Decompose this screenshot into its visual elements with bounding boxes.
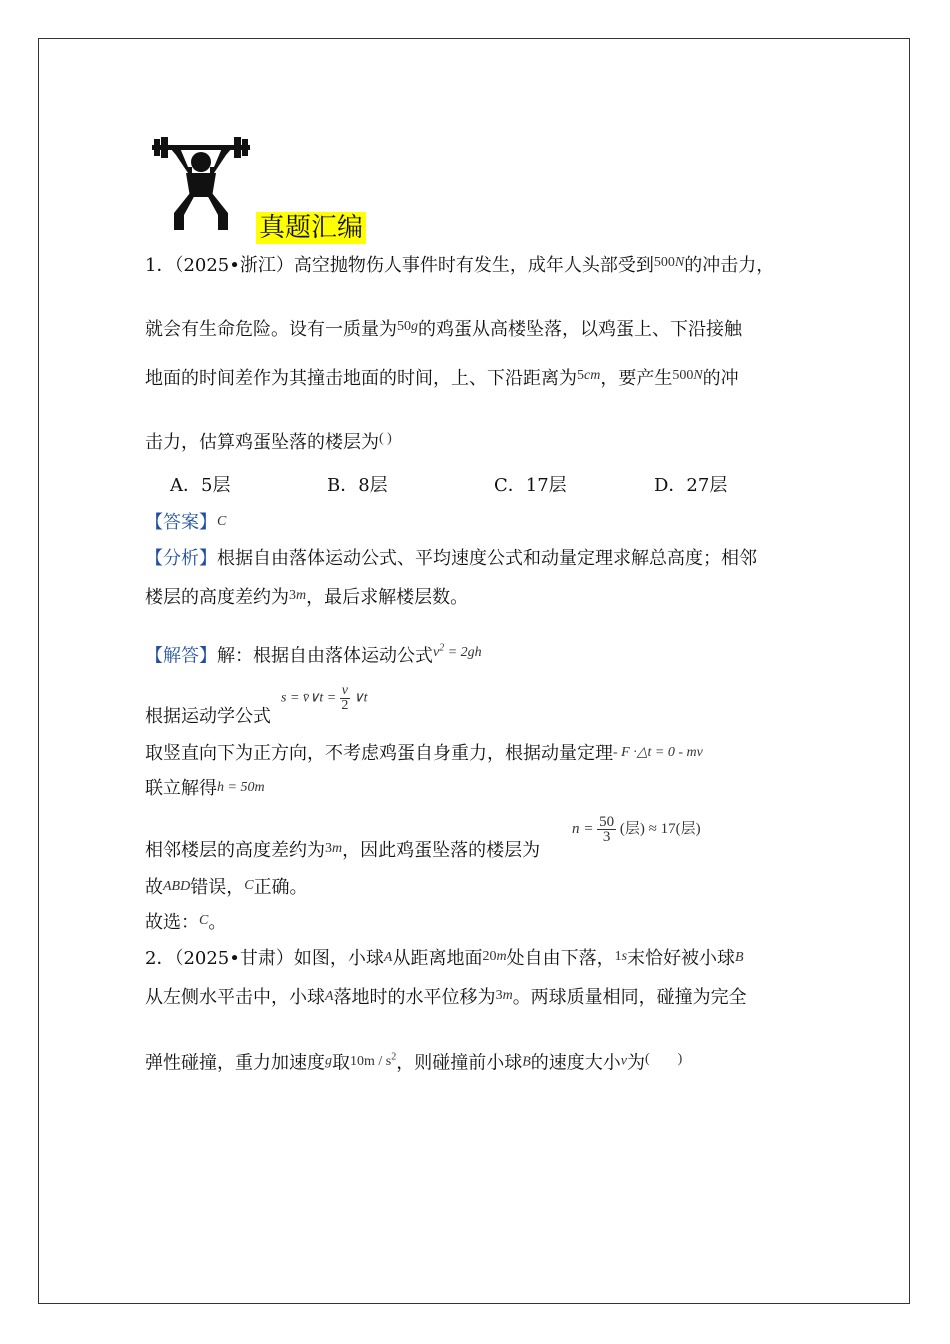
solution-line4: 联立解得h = 50m <box>145 778 265 799</box>
q1-line3: 地面的时间差作为其撞击地面的时间，上、下沿距离为$^{5cm}$，要产生$^{500N}$的冲 <box>145 368 739 389</box>
q1-line4: 击力，估算鸡蛋坠落的楼层为( ) <box>145 431 392 453</box>
answer-value: C <box>217 514 227 529</box>
solution-line5: 相邻楼层的高度差约为$^{3m}$，因此鸡蛋坠落的楼层为 <box>145 840 541 861</box>
analysis-line2: 楼层的高度差约为$^{3m}$，最后求解楼层数。 <box>145 587 469 608</box>
analysis-tag: 【分析】 <box>145 548 217 569</box>
q1-text: 高空抛物伤人事件时有发生，成年人头部受到 <box>293 255 654 276</box>
q2-number: 2． <box>145 948 175 969</box>
equation-momentum: - F ·△t = 0 - mv <box>613 745 703 760</box>
answer-tag: 【答案】 <box>145 512 217 533</box>
option-c[interactable]: C．17层 <box>494 475 567 496</box>
q1-line1: 1．（2025•浙江）高空抛物伤人事件时有发生，成年人头部受到$^{500N}$的冲击力， <box>145 255 775 276</box>
mass-value: 50g <box>397 319 418 334</box>
solution-line3: 取竖直向下为正方向，不考虑鸡蛋自身重力，根据动量定理- F ·△t = 0 - mv <box>145 743 703 764</box>
q1-line2: 就会有生命危险。设有一质量为$^{50g}$的鸡蛋从高楼坠落，以鸡蛋上、下沿接触 <box>145 319 742 340</box>
equation-floors: n = $\frac{50}{3}$ (层) ≈ 17(层) <box>572 814 701 845</box>
option-b[interactable]: B．8层 <box>327 475 388 496</box>
equation-height: h = 50m <box>217 780 265 795</box>
solution-line7: 故选：$^C$。 <box>145 912 227 933</box>
solution-line2: 根据运动学公式 <box>145 706 271 727</box>
q1-number: 1． <box>145 255 175 276</box>
q2-line3: 弹性碰撞，重力加速度$^g$取$^{10m / s^2}$，则碰撞前小球B的速度大小$^v$为( ) <box>145 1051 683 1074</box>
solution-line1: 【解答】解：根据自由落体运动公式$^{v^2 = 2gh}$ <box>145 642 482 667</box>
q1-source: （2025•浙江） <box>174 255 294 276</box>
equation-kinematics: s = v̄∨t = $\frac{v}{2}$ ∨t <box>281 683 368 713</box>
solution-tag: 【解答】 <box>145 645 217 667</box>
distance-value: 5cm <box>577 368 601 383</box>
option-d[interactable]: D．27层 <box>654 475 728 496</box>
equation-free-fall: v2 = 2gh <box>433 642 482 660</box>
weightlifter-icon <box>150 135 252 235</box>
analysis-line1: 【分析】根据自由落体运动公式、平均速度公式和动量定理求解总高度；相邻 <box>145 548 757 569</box>
answer-line <box>145 511 226 534</box>
force-value: 500N <box>653 255 685 270</box>
q2-source: （2025•甘肃） <box>174 948 294 969</box>
option-a[interactable]: A．5层 <box>170 475 231 496</box>
q2-line2: 从左侧水平击中，小球A落地时的水平位移为$^{3m}$。两球质量相同，碰撞为完全 <box>145 987 747 1008</box>
section-title: 真题汇编 <box>256 212 366 244</box>
q2-line1: 2．（2025•甘肃）如图，小球A从距离地面$^{20m}$处自由下落，$^{1s}$末恰好被小球B <box>145 948 744 969</box>
solution-line6: 故ABD错误，$^C$正确。 <box>145 877 308 898</box>
